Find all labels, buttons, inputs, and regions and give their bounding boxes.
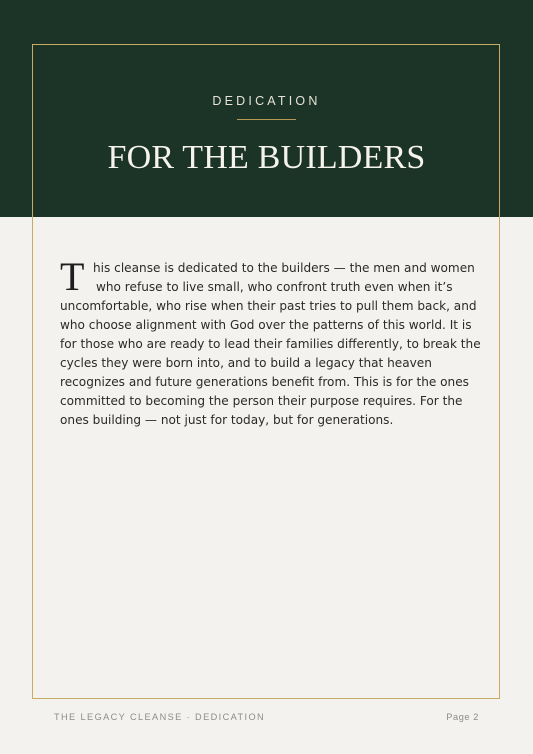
- text-line: who choose alignment with God over the patterns of this world. It is: [60, 318, 472, 332]
- dedication-text: [60, 254, 481, 430]
- text-line: who refuse to live small, who confront truth even when it’s: [96, 280, 453, 294]
- page-title: FOR THE BUILDERS: [107, 139, 426, 176]
- section-eyebrow: DEDICATION: [212, 94, 321, 108]
- text-line: cycles they were born into, and to build a legacy that heaven: [60, 356, 432, 370]
- footer-page-number: Page 2: [446, 712, 479, 722]
- text-line: recognizes and future generations benefit from. This is for the ones: [60, 375, 469, 389]
- text-line: for those who are ready to lead their families differently, to break the: [60, 337, 481, 351]
- footer-document-title: THE LEGACY CLEANSE · DEDICATION: [54, 712, 266, 722]
- text-line: uncomfortable, who rise when their past tries to pull them back, and: [60, 299, 477, 313]
- drop-cap: T: [60, 254, 85, 299]
- text-line: ones building — not just for today, but for generations.: [60, 413, 394, 427]
- text-line: his cleanse is dedicated to the builders — the men and women: [93, 261, 475, 275]
- eyebrow-divider: [237, 119, 296, 120]
- text-line: committed to becoming the person their purpose requires. For the: [60, 394, 463, 408]
